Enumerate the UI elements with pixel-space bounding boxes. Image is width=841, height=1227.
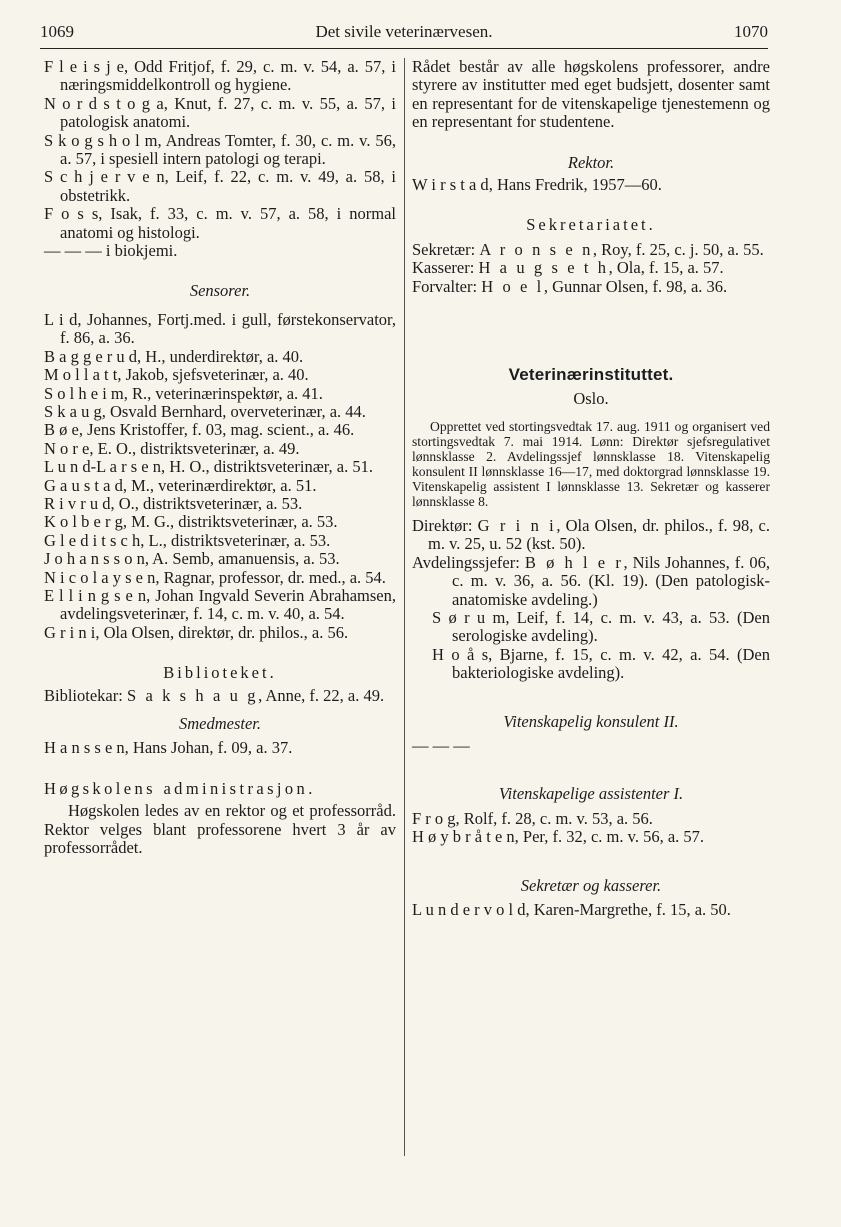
direktor-entry [412,517,770,554]
entry-name: K o l b e r g [44,512,123,532]
entry-details: , Rolf, f. 28, c. m. v. 53, a. 56. [455,808,653,828]
entry-details: , Jens Kristoffer, f. 03, mag. scient., a. 46. [78,420,355,440]
right-column [412,58,770,919]
entry-name: H a u g s e t h [478,258,609,278]
avdelingssjef-entry [412,554,770,609]
entry-name: B a g g e r u d [44,346,138,366]
entry-details: , Hans Johan, f. 09, a. 37. [124,738,293,758]
entry-details: , R., veterinærinspektør, a. 41. [123,383,323,403]
staff-entry [44,205,396,242]
sensorer-list [44,311,396,642]
running-title: Det sivile veterinærvesen. [315,22,493,41]
staff-entry [44,242,396,260]
entry-details: , Hans Fredrik, 1957—60. [488,175,662,195]
institutt-info: Opprettet ved stortingsvedtak 17. aug. 1911 og organisert ved stortingsvedtak 7. mai 1914. Lønn: Direktør sjefsregulativet lønnsklasse 2. Avdelingssjef lønnsklasse 18. Vitenskapelig konsulent II lønnsklasse 16—17, med doktorgrad lønnsklasse 19. Vitenskapelig assistent I lønnsklasse 13. Sekretær og kasserer lønnsklasse 8. [412,418,770,509]
entry-name: W i r s t a d [412,175,489,195]
konsulent-heading: Vitenskapelig konsulent II. [503,711,679,731]
entry-name: H a n s s e n [44,738,125,758]
institutt-heading: Veterinærinstituttet. [508,365,674,385]
staff-entry [44,132,396,169]
entry-name: — — — [44,241,102,261]
entry-name: J o h a n s s o n [44,549,145,569]
entry-name: B ø e [44,420,79,440]
page-number-right: 1070 [734,22,768,41]
staff-entry [44,58,396,95]
entry-details: , Andreas Tomter, f. 30, c. m. v. 56, a. 57, i spesiell intern patologi og terapi. [60,130,396,169]
entry-details: , Roy, f. 25, c. j. 50, a. 55. [592,239,764,259]
sensor-entry [44,550,396,568]
entry-details: , Osvald Bernhard, overveterinær, a. 44. [101,401,366,421]
avdelingssjef-entry [412,646,770,683]
admin-heading: Høgskolens administrasjon. [44,778,316,798]
entry-details: , Isak, f. 33, c. m. v. 57, a. 58, i normal anatomi og histologi. [60,204,396,242]
entry-details: , Leif, f. 22, c. m. v. 49, a. 58, i obstetrikk. [60,167,396,205]
sensorer-heading: Sensorer. [189,281,251,301]
entry-name: F l e i s j e [44,57,124,76]
sekr-kass-entry [412,901,770,919]
entry-label: Avdelingssjefer: [412,552,525,572]
page-header [40,18,768,48]
entry-name: F o s s [44,204,99,224]
entry-name: H ø y b r å t e n [412,827,515,847]
sensor-entry [44,569,396,587]
entry-name: S k o g s h o l m [44,130,158,150]
assistent-entry [412,828,770,846]
entry-name: N o r e [44,438,90,458]
entry-name: R i v r u d [44,493,111,513]
entry-details: , Knut, f. 27, c. m. v. 55, a. 57, i patologisk anatomi. [60,93,396,132]
entry-name: S o l h e i m [44,383,124,403]
entry-name: S a k s h a u g [126,685,259,705]
entry-details: , Ola, f. 15, a. 57. [608,258,724,278]
sensor-entry [44,587,396,624]
entry-details: , Johan Ingvald Severin Abrahamsen, avdelingsveterinær, f. 14, c. m. v. 40, a. 54. [60,585,396,624]
entry-name: E l l i n g s e n [44,585,147,605]
sensor-entry [44,385,396,403]
rektor-heading: Rektor. [567,152,615,172]
sensor-entry [44,495,396,513]
entry-name: G r i n i [477,515,557,535]
entry-name: L u n d-L a r s e n [44,457,161,477]
entry-name: N i c o l a y s e n [44,567,156,587]
sekretariat-heading: Sekretariatet. [526,215,656,235]
staff-entry [44,168,396,205]
entry-label: Kasserer: [412,258,479,278]
entry-details: , H., underdirektør, a. 40. [137,346,304,366]
entry-name: G l e d i t s c h [44,530,141,550]
entry-name: B ø h l e r [524,552,624,572]
entry-details: , Per, f. 32, c. m. v. 56, a. 57. [514,827,705,847]
entry-details: , Johannes, Fortj.med. i gull, førstekonservator, f. 86, a. 36. [60,309,396,348]
bibliotekar-entry [44,687,396,705]
entry-details: , A. Semb, amanuensis, a. 53. [144,549,340,569]
sensor-entry [44,421,396,439]
bibliotek-heading: Biblioteket. [163,663,277,683]
left-column [44,58,396,857]
entry-details: , M., veterinærdirektør, a. 51. [122,475,317,495]
sekretariat-entry [412,278,770,296]
entry-label: Sekretær: [412,239,480,259]
entry-details: , H. O., distriktsveterinær, a. 51. [161,457,373,477]
entry-name: A r o n s e n [479,239,593,259]
assistent-entry [412,810,770,828]
entry-details: , Karen-Margrethe, f. 15, a. 50. [525,899,731,919]
entry-name: S k a u g [44,401,102,421]
entry-details: , O., distriktsveterinær, a. 53. [110,493,303,513]
entry-name: H o e l [481,276,544,296]
entry-details: , Nils Johannes, f. 06, c. m. v. 36, a. 56. (Kl. 19). (Den patologisk-anatomiske avdeling.) [452,552,770,609]
sensor-entry [44,366,396,384]
sensor-entry [44,624,396,642]
sensor-entry [44,440,396,458]
entry-details: , Ragnar, professor, dr. med., a. 54. [155,567,386,587]
entry-details: , Anne, f. 22, a. 49. [258,685,385,705]
entry-details: , Odd Fritjof, f. 29, c. m. v. 54, a. 57, i næringsmiddelkontroll og hygiene. [60,57,397,95]
entry-details: , M. G., distriktsveterinær, a. 53. [122,512,338,532]
institutt-city: Oslo. [573,389,609,409]
entry-details: , Leif, f. 14, c. m. v. 43, a. 53. (Den serologiske avdeling). [452,607,770,646]
staff-entry [44,95,396,132]
entry-name: S ø r u m [432,607,506,627]
sekretariat-entry [412,259,770,277]
sensor-entry [44,532,396,550]
entry-details: , Gunnar Olsen, f. 98, a. 36. [543,276,728,296]
entry-details: , Jakob, sjefsveterinær, a. 40. [117,365,309,385]
entry-name: F r o g [412,808,456,828]
entry-details: , E. O., distriktsveterinær, a. 49. [89,438,300,458]
entry-name: H o å s [432,644,489,664]
konsulent-vacant: — — — [412,735,470,755]
admin-text: Høgskolen ledes av en rektor og et professorråd. Rektor velges blant professorene hvert 3 år av professorrådet. [44,801,396,858]
sensor-entry [44,403,396,421]
avdelingssjef-entry [412,609,770,646]
entry-details: , Ola Olsen, dr. philos., f. 98, c. m. v. 25, u. 52 (kst. 50). [428,515,770,554]
smed-heading: Smedmester. [178,714,262,733]
sekr-kass-heading: Sekretær og kasserer. [520,875,662,895]
entry-details: , L., distriktsveterinær, a. 53. [140,530,331,550]
entry-name: L u n d e r v o l d [412,899,526,919]
sensor-entry [44,513,396,531]
entry-name: S c h j e r v e n [44,167,165,187]
entry-name: M o l l a t t [44,365,118,385]
assistent-heading: Vitenskapelige assistenter I. [498,784,684,804]
sensor-entry [44,458,396,476]
entry-details: , Bjarne, f. 15, c. m. v. 42, a. 54. (Den bakteriologiske avdeling). [452,644,770,683]
entry-name: N o r d s t o g a [44,93,164,113]
staff-list [44,58,396,260]
entry-label: Direktør: [412,515,478,535]
header-rule [40,48,768,49]
page-number-left: 1069 [40,22,74,41]
entry-name: G a u s t a d [44,475,123,495]
entry-details: , Ola Olsen, direktør, dr. philos., a. 56. [95,622,349,642]
entry-label: Forvalter: [412,276,482,296]
rektor-entry [412,176,770,194]
entry-name: L i d [44,309,78,329]
sensor-entry [44,477,396,495]
raad-text: Rådet består av alle høgskolens professorer, andre styrere av institutter med eget budsjett, dosenter samt en representant for de vitenskapelige tjenestemenn og en representant for studentene. [412,57,770,132]
entry-name: G r i n i [44,622,96,642]
entry-label: Bibliotekar: [44,685,127,705]
sensor-entry [44,348,396,366]
entry-details: i biokjemi. [101,241,178,261]
smed-entry [44,739,396,757]
sensor-entry [44,311,396,348]
column-divider [404,58,405,1156]
sekretariat-entry [412,241,770,259]
